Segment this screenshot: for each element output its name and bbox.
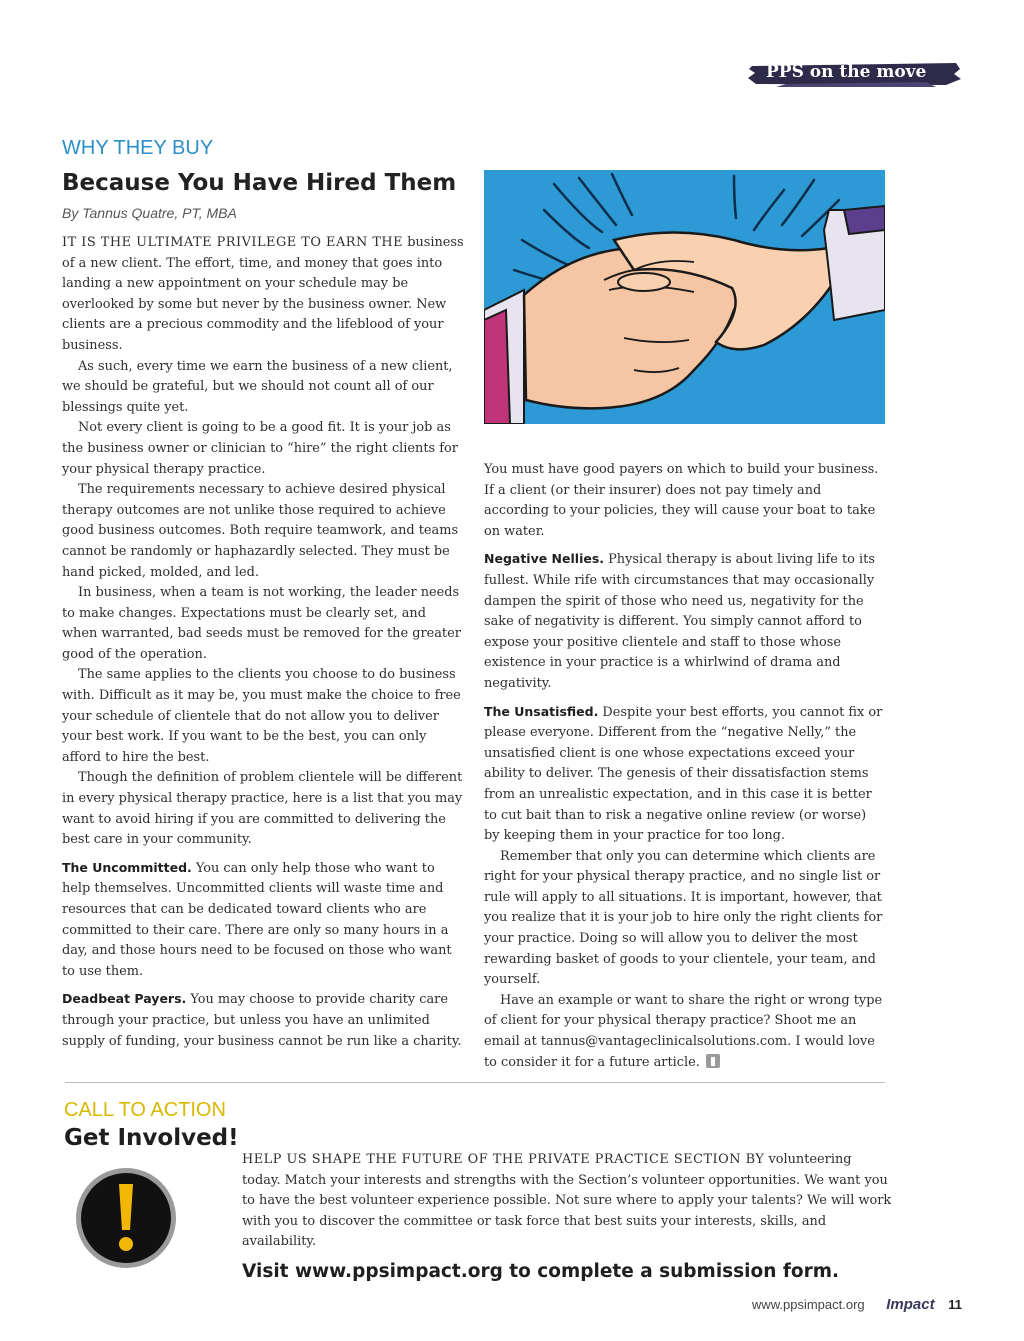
page-footer bbox=[752, 1296, 962, 1313]
list-text: Despite your best efforts, you cannot fix or please everyone. Different from the “negative Nelly,” the unsatisfied client is one whose expectations exceed your ability to deliver. The genesis of their dissatisfaction stems from an unrealistic expectation, and in this case it is better to cut bait than to risk a negative online review (or worse) by keeping them in your practice for too long. bbox=[484, 704, 883, 844]
cta-body bbox=[242, 1150, 892, 1253]
list-item bbox=[484, 702, 884, 847]
list-term: Deadbeat Payers. bbox=[62, 991, 187, 1007]
cta-title: Get Involved! bbox=[64, 1125, 239, 1151]
list-item bbox=[62, 858, 464, 983]
page-number: 11 bbox=[948, 1297, 962, 1312]
paragraph: As such, every time we earn the business of a new client, we should be grateful, but we should not count all of our blessings quite yet. bbox=[62, 358, 453, 415]
section-divider bbox=[65, 1082, 885, 1083]
paragraph bbox=[484, 991, 884, 1073]
section-banner bbox=[746, 60, 962, 88]
list-text: You may choose to provide charity care through your practice, but unless you have an unlimited supply of funding, your business cannot be run like a charity. bbox=[62, 992, 462, 1049]
paragraph: The requirements necessary to achieve desired physical therapy outcomes are not unlike those required to achieve good business outcomes. Both require teamwork, and teams cannot be randomly or haphazardly selected. They must be hand picked, molded, and led. bbox=[62, 482, 459, 580]
handshake-image bbox=[484, 170, 885, 424]
end-of-article-icon bbox=[706, 1054, 720, 1068]
paragraph: In business, when a team is not working, the leader needs to make changes. Expectations must be clearly set, and when warranted, bad seeds must be removed for the greater good of the operation. bbox=[62, 585, 461, 662]
paragraph: Though the definition of problem clientele will be different in every physical therapy practice, here is a list that you may want to avoid hiring if you are committed to delivering the best care in your community. bbox=[62, 770, 463, 848]
lead-in-caps: HELP US SHAPE THE FUTURE OF THE PRIVATE PRACTICE SECTION BY bbox=[242, 1152, 765, 1167]
paragraph: Remember that only you can determine which clients are right for your physical therapy practice, and no single list or rule will apply to all situations. It is important, however, that you realize that it is your job to hire only the right clients for your practice. Doing so will allow you to deliver the most rewarding basket of goods to your clientele, your team, and yourself. bbox=[484, 848, 883, 988]
list-text: You can only help those who want to help themselves. Uncommitted clients will waste time and resources that can be dedicated toward clients who are committed to their care. There are only so many hours in a day, and those hours need to be focused on those who want to use them. bbox=[62, 860, 452, 979]
list-item bbox=[484, 549, 884, 694]
exclamation-icon bbox=[74, 1166, 178, 1270]
list-text: Physical therapy is about living life to its fullest. While rife with circumstances that may occasionally dampen the spirit of those who need us, negativity for the sake of negativity is different. You simply cannot afford to expose your positive clientele and staff to those whose existence in your practice is a whirlwind of drama and negativity. bbox=[484, 552, 875, 691]
cta-kicker: CALL TO ACTION bbox=[64, 1099, 226, 1121]
footer-url[interactable]: www.ppsimpact.org bbox=[751, 1297, 865, 1312]
paragraph: The same applies to the clients you choose to do business with. Difficult as it may be, you must make the choice to free your schedule of clientele that do not allow you to deliver your best work. If you want to be the best, you can only afford to hire the best. bbox=[62, 667, 461, 765]
article-title: Because You Have Hired Them bbox=[62, 170, 457, 196]
article-byline: By Tannus Quatre, PT, MBA bbox=[62, 205, 237, 221]
magazine-name: Impact bbox=[886, 1296, 935, 1313]
paragraph: Not every client is going to be a good fit. It is your job as the business owner or clinician to “hire” the right clients for your physical therapy practice. bbox=[62, 420, 458, 477]
list-term: The Unsatisfied. bbox=[484, 703, 599, 719]
handshake-illustration bbox=[484, 170, 885, 424]
article-column-right bbox=[484, 460, 884, 1073]
paragraph bbox=[242, 1150, 892, 1253]
paragraph-text: volunteering today. Match your interests and strengths with the Section’s volunteer opportunities. We want you to have the best volunteer experience possible. Not sure where to apply your talents? We will work with you to discover the committee or task force that best suits your interests, skills, and availability. bbox=[242, 1152, 892, 1250]
list-term: The Uncommitted. bbox=[62, 859, 192, 875]
lead-in-caps: IT IS THE ULTIMATE PRIVILEGE TO EARN THE bbox=[62, 235, 404, 250]
paragraph-text: Have an example or want to share the right or wrong type of client for your physical therapy practice? Shoot me an email at tannus@vantageclinicalsolutions.com. I would love to consider it for a future article. bbox=[484, 992, 883, 1070]
list-term: Negative Nellies. bbox=[484, 551, 605, 567]
paragraph bbox=[62, 233, 464, 357]
article-column-left bbox=[62, 233, 464, 1052]
submission-form-link[interactable]: Visit www.ppsimpact.org to complete a submission form. bbox=[242, 1261, 840, 1282]
article-kicker: WHY THEY BUY bbox=[62, 137, 214, 159]
list-item bbox=[62, 989, 464, 1052]
paragraph: You must have good payers on which to build your business. If a client (or their insurer) does not pay timely and according to your policies, they will cause your boat to take on water. bbox=[484, 462, 879, 539]
paragraph-text: business of a new client. The effort, time, and money that goes into landing a new appointment on your schedule may be overlooked by some but never by the business owner. New clients are a precious commodity and the lifeblood of your business. bbox=[62, 235, 464, 353]
banner-label: PPS on the move bbox=[766, 62, 927, 82]
